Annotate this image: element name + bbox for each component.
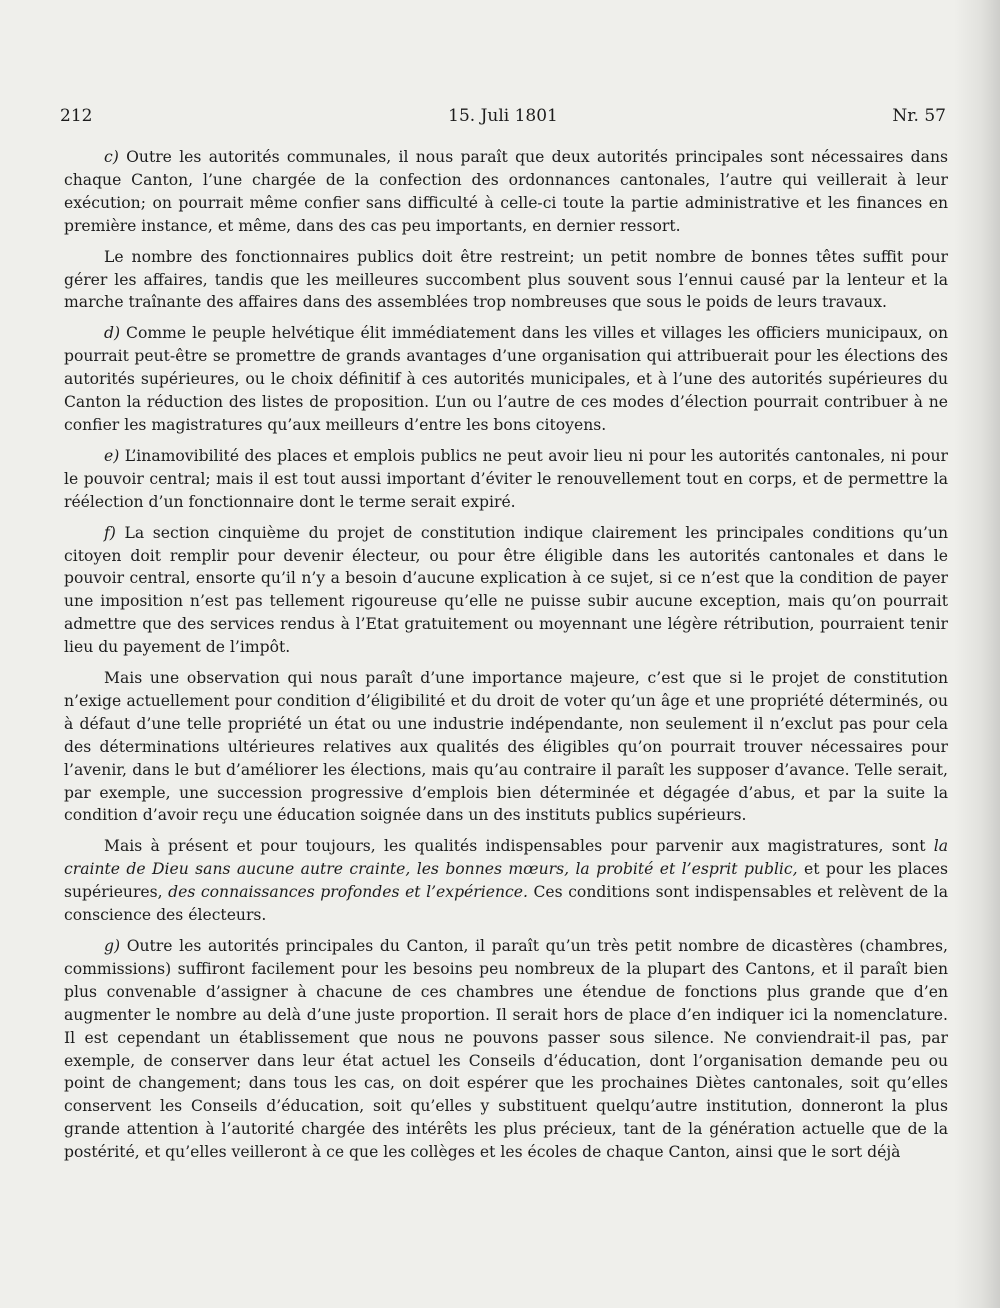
paragraph-qualites	[64, 835, 948, 927]
body-text	[64, 146, 948, 1172]
paragraph-label-g: g)	[104, 937, 121, 955]
document-number: Nr. 57	[892, 106, 946, 126]
paragraph-label-c: c)	[104, 148, 119, 166]
header-date: 15. Juli 1801	[448, 106, 558, 126]
paragraph-e	[64, 445, 948, 514]
paragraph-label-d: d)	[104, 324, 121, 343]
paragraph-text-d: Comme le peuple helvétique élit immédiatement dans les villes et villages les officiers municipaux, on pourrait peut-être se promettre de grands avantages d’une organisation qui attribuerait pour les élections des autorités supérieures, ou le choix définitif à ces autorités municipales, et à l’une des autorités supérieures du Canton la réduction des listes de proposition. L’un ou l’autre de ces modes d’élection pourrait contribuer à ne confier les magistratures qu’aux meilleurs d’entre les bons citoyens.	[64, 324, 948, 434]
paragraph-label-f: f)	[104, 523, 116, 542]
paragraph-text-fonctionnaires: Le nombre des fonctionnaires publics doit être restreint; un petit nombre de bonnes têtes suffit pour gérer les affaires, tandis que les meilleures succombent plus souvent sous l’ennui causé par la lenteur et la marche traînante des affaires dans des assemblées trop nombreuses que sous le poids de leurs travaux.	[64, 247, 948, 312]
paragraph-text-observation: Mais une observation qui nous paraît d’une importance majeure, c’est que si le projet de constitution n’exige actuellement pour condition d’éligibilité et du droit de voter qu’un âge et une propriété déterminés, ou à défaut d’une telle propriété un état ou une industrie indépendante, non seulement il n’exclut pas pour cela des déterminations ultérieures relatives aux qualités des éligibles qu’on pourrait trouver nécessaires pour l’avenir, dans le but d’améliorer les élections, mais qu’au contraire il paraît les supposer d’avance. Telle serait, par exemple, une succession progressive d’emplois bien déterminée et dégagée d’abus, et par la suite la condition d’avoir reçu une éducation soignée dans un des instituts publics supérieurs.	[64, 669, 948, 825]
paragraph-f	[64, 522, 948, 659]
paragraph-g	[64, 935, 948, 1164]
paragraph-text-e: L’inamovibilité des places et emplois publics ne peut avoir lieu ni pour les autorités cantonales, ni pour le pouvoir central; mais il est tout aussi important d’éviter le renouvellement tout en corps, et de permettre la réélection d’un fonctionnaire dont le terme serait expiré.	[64, 446, 948, 511]
paragraph-text-g: Outre les autorités principales du Canton, il paraît qu’un très petit nombre de dicastères (chambres, commissions) suffiront facilement pour les besoins peu nombreux de la plupart des Cantons, et il paraît bien plus convenable d’assigner à chacune de ces chambres une étendue de fonctions plus grande que d’en augmenter le nombre au delà d’une juste proportion. Il serait hors de place d’en indiquer ici la nomenclature. Il est cependant un établissement que nous ne pouvons passer sous silence. Ne conviendrait-il pas, par exemple, de conserver dans leur état actuel les Conseils d’éducation, dont l’organisation demande peu ou point de changement; dans tous les cas, on doit espérer que les prochaines Diètes cantonales, soit qu’elles conservent les Conseils d’éducation, soit qu’elles y substituent quelqu’autre institution, donneront la plus grande attention à l’autorité chargée des intérêts les plus précieux, tant de la génération actuelle que de la postérité, et qu’elles veilleront à ce que les collèges et les écoles de chaque Canton, ainsi que le sort déjà	[64, 937, 948, 1162]
paragraph-text-f: La section cinquième du projet de constitution indique clairement les principales conditions qu’un citoyen doit remplir pour devenir électeur, ou pour être éligible dans les autorités cantonales et dans le pouvoir central, ensorte qu’il n’y a besoin d’aucune explication à ce sujet, si ce n’est que la condition de payer une imposition n’est pas tellement rigoureuse qu’elle ne puisse subir aucune exception, mais qu’on pourrait admettre que des services rendus à l’Etat gratuitement ou moyennant une légère rétribution, pourraient tenir lieu du payement de l’impôt.	[64, 523, 948, 657]
paragraph-c	[64, 146, 948, 238]
page-header	[60, 106, 946, 134]
paragraph-label-e: e)	[104, 446, 120, 465]
page-edge-shadow	[954, 0, 1000, 1308]
qualites-text-before: Mais à présent et pour toujours, les qualités indispensables pour parvenir aux magistratures, sont	[104, 837, 934, 856]
qualites-italic-1: la crainte de Dieu sans aucune autre crainte, les bonnes mœurs, la probité et l’esprit public,	[64, 837, 948, 879]
qualites-text-middle: et pour les places supérieures,	[64, 860, 948, 902]
paragraph-fonctionnaires	[64, 246, 948, 315]
page-number: 212	[60, 106, 93, 126]
paragraph-text-c: Outre les autorités communales, il nous paraît que deux autorités principales sont nécessaires dans chaque Canton, l’une chargée de la confection des ordonnances cantonales, l’autre qui veillerait à leur exécution; on pourrait même confier sans difficulté à celle-ci toute la partie administrative et les finances en première instance, et même, dans des cas peu importants, en dernier ressort.	[64, 148, 948, 235]
paragraph-d	[64, 322, 948, 437]
paragraph-observation	[64, 667, 948, 827]
qualites-italic-2: des connaissances profondes et l’expérience.	[168, 883, 528, 902]
qualites-text-after: Ces conditions sont indispensables et relèvent de la conscience des électeurs.	[64, 883, 948, 925]
